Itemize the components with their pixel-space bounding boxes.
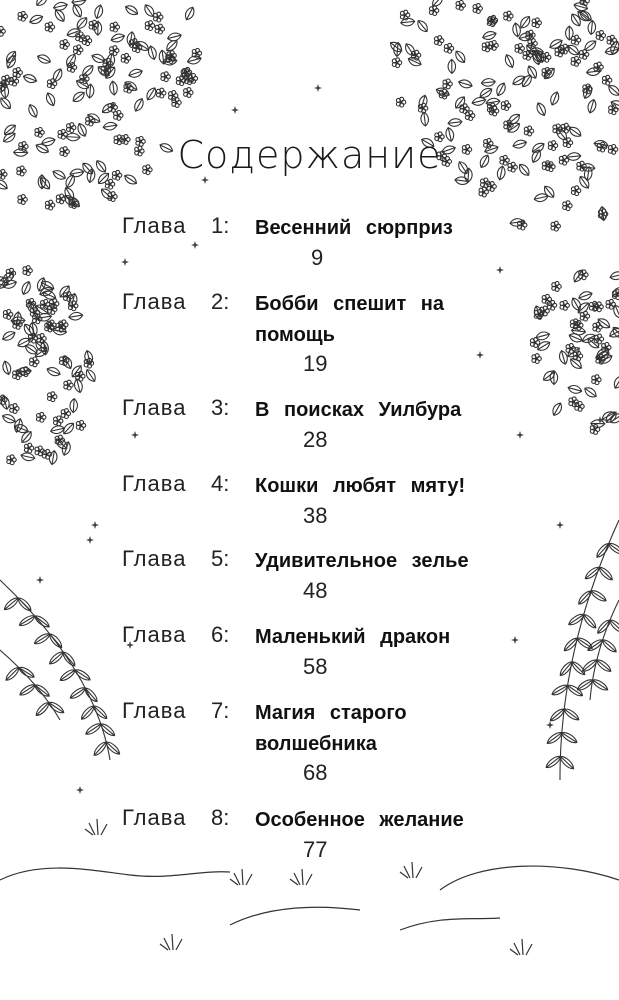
chapter-page: 28: [303, 427, 328, 452]
chapter-label: Глава: [122, 546, 187, 571]
chapter-number: 7:: [211, 698, 230, 723]
chapter-number: 1:: [211, 213, 230, 238]
chapter-label: Глава: [122, 471, 187, 496]
chapter-page: 58: [303, 654, 328, 679]
chapter-page: 77: [303, 837, 328, 862]
chapter-title: Маленький дракон: [255, 626, 451, 648]
chapter-page: 19: [303, 351, 328, 376]
chapter-title: Магия старого волшебника: [255, 702, 407, 755]
chapter-title: Весенний сюрприз: [255, 217, 453, 239]
chapter-title: Кошки любят мяту!: [255, 475, 466, 497]
chapter-label: Глава: [122, 289, 187, 314]
page-title: Содержание: [177, 133, 442, 177]
chapter-title: Удивительное зелье: [255, 550, 469, 572]
chapter-number: 6:: [211, 622, 230, 647]
chapter-number: 5:: [211, 546, 230, 571]
chapter-number: 8:: [211, 805, 230, 830]
chapter-page: 38: [303, 503, 328, 528]
chapter-label: Глава: [122, 213, 187, 238]
chapter-label: Глава: [122, 395, 187, 420]
chapter-number: 3:: [211, 395, 230, 420]
chapter-label: Глава: [122, 622, 187, 647]
chapter-number: 4:: [211, 471, 230, 496]
chapter-label: Глава: [122, 698, 187, 723]
chapter-page: 68: [303, 760, 328, 785]
chapter-title: Особенное желание: [255, 809, 464, 831]
chapter-page: 9: [311, 245, 324, 270]
chapter-title: В поисках Уилбура: [255, 399, 462, 421]
chapter-title: Бобби спешит на помощь: [255, 293, 444, 346]
chapter-label: Глава: [122, 805, 187, 830]
chapter-number: 2:: [211, 289, 230, 314]
chapter-page: 48: [303, 578, 328, 603]
